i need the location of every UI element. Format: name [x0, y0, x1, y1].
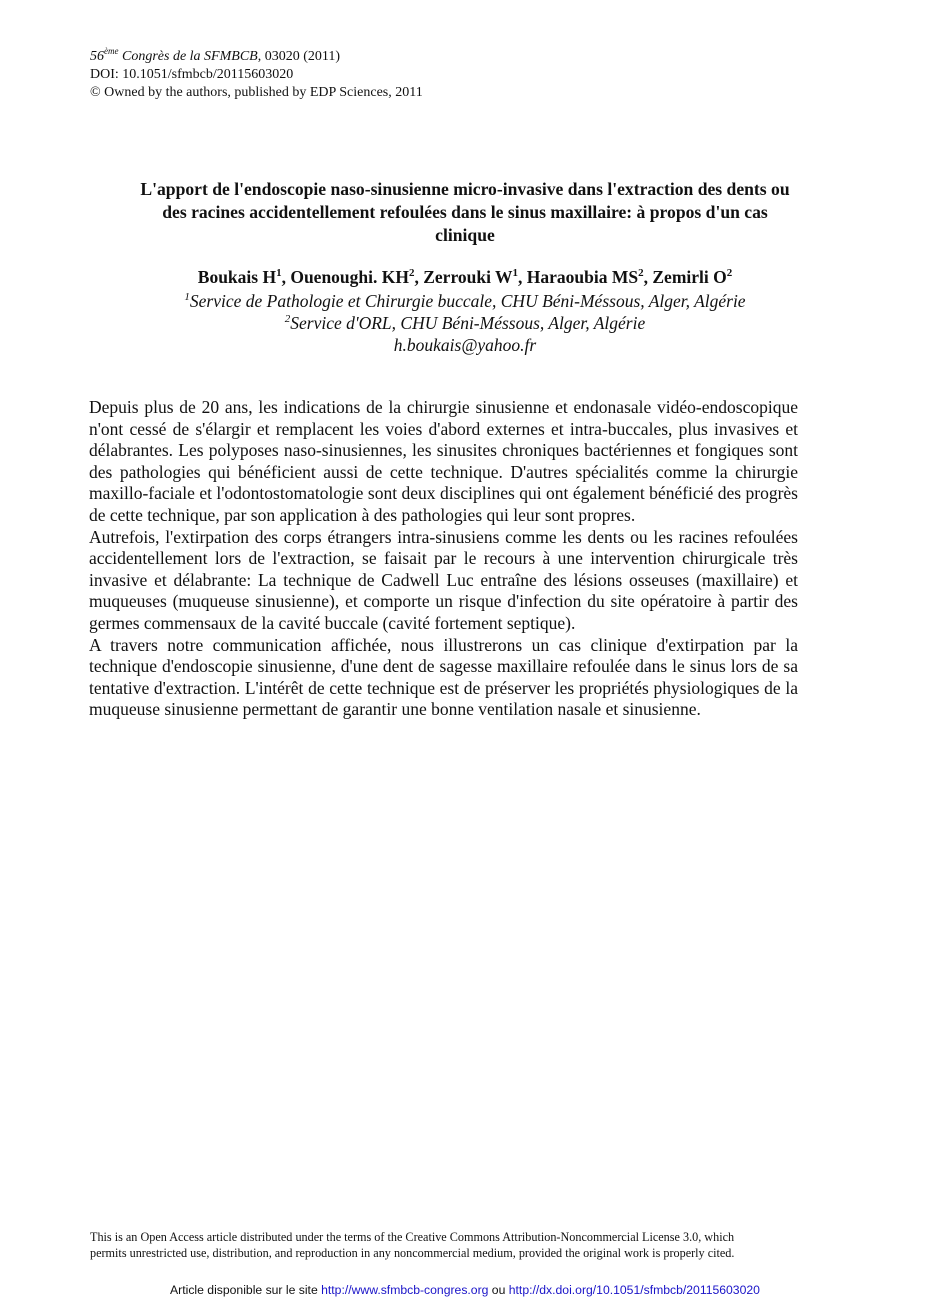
title-line: des racines accidentellement refoulées dans le sinus maxillaire: à propos d'un cas — [162, 202, 768, 222]
affiliation-mark: 2 — [284, 313, 291, 325]
article-number: , 03020 (2011) — [257, 49, 341, 64]
affiliation-2 — [0, 312, 930, 334]
body-paragraph: A travers notre communication affichée, nous illustrerons un cas clinique d'extirpation par la technique d'endoscopie sinusienne, d'une dent de sagesse maxillaire refoulée dans le sinus lors de sa tentative d'extraction. L'intérêt de cette technique est de préserver les propriétés physiologiques de la muqueuse sinusienne permettant de garantir une bonne ventilation nasale et sinusienne. — [89, 634, 798, 720]
conference-number: 56 — [90, 49, 104, 64]
availability-footer — [0, 1282, 930, 1298]
author-affiliation-mark: 2 — [408, 267, 415, 279]
affiliation-text: Service d'ORL, CHU Béni-Méssous, Alger, Algérie — [290, 313, 646, 333]
title-line: L'apport de l'endoscopie naso-sinusienne micro-invasive dans l'extraction des dents ou — [140, 179, 790, 199]
affiliation-1 — [0, 290, 930, 312]
doi-link[interactable]: http://dx.doi.org/10.1051/sfmbcb/20115603020 — [508, 1283, 760, 1297]
author-name: Zerrouki W — [423, 267, 513, 287]
doi-line: DOI: 10.1051/sfmbcb/20115603020 — [90, 67, 294, 82]
author-name: Zemirli O — [652, 267, 727, 287]
author-name: Haraoubia MS — [526, 267, 639, 287]
author-affiliation-mark: 2 — [726, 267, 733, 279]
author-separator: , — [518, 267, 527, 287]
corresponding-email: h.boukais@yahoo.fr — [393, 335, 537, 355]
author-list — [0, 265, 930, 289]
author-name: Ouenoughi. KH — [290, 267, 409, 287]
paper-title — [80, 178, 850, 247]
author-affiliation-mark: 1 — [512, 267, 519, 279]
title-line: clinique — [435, 225, 495, 245]
license-line: This is an Open Access article distributed under the terms of the Creative Commons Attribution-Noncommercial License 3.0, which — [90, 1230, 735, 1244]
footer-prefix: Article disponible sur le site — [170, 1283, 322, 1297]
abstract-body — [89, 397, 798, 721]
author-affiliation-mark: 2 — [638, 267, 644, 279]
body-paragraph: Autrefois, l'extirpation des corps étrangers intra-sinusiens comme les dents ou les racines refoulées accidentellement lors de l'extraction, se faisait par le recours à une intervention chirurgicale très invasive et délabrante: La technique de Cadwell Luc entraîne des lésions osseuses (maxillaire) et muqueuses (muqueuse sinusienne), et comporte un risque d'infection du site opératoire à partir des germes commensaux de la cavité buccale (cavité fortement septique). — [89, 526, 798, 633]
author-separator: , — [414, 267, 424, 287]
congress-site-link[interactable]: http://www.sfmbcb-congres.org — [321, 1283, 489, 1297]
conference-number-suffix: ème — [104, 46, 119, 56]
license-notice — [90, 1230, 805, 1261]
copyright-line: © Owned by the authors, published by EDP Sciences, 2011 — [90, 85, 423, 100]
affiliation-mark: 1 — [184, 291, 190, 303]
conference-name: Congrès de la SFMBCB — [118, 49, 258, 64]
conference-reference — [90, 48, 423, 66]
author-affiliation-mark: 1 — [276, 267, 282, 279]
footer-middle: ou — [488, 1283, 509, 1297]
author-separator: , — [643, 267, 653, 287]
journal-header — [90, 48, 423, 102]
author-separator: , — [281, 267, 291, 287]
affiliation-text: Service de Pathologie et Chirurgie buccale, CHU Béni-Méssous, Alger, Algérie — [189, 291, 746, 311]
author-name: Boukais H — [197, 267, 277, 287]
license-line: permits unrestricted use, distribution, and reproduction in any noncommercial medium, provided the original work is properly cited. — [90, 1245, 735, 1260]
body-paragraph: Depuis plus de 20 ans, les indications de la chirurgie sinusienne et endonasale vidéo-endoscopique n'ont cessé de s'élargir et remplacent les voies d'abord externes et intra-buccales, plus invasives et délabrantes. Les polyposes naso-sinusiennes, les sinusites chroniques bactériennes et fongiques sont des pathologies qui bénéficient aussi de cette technique. D'autres spécialités comme la chirurgie maxillo-faciale et l'odontostomatologie sont deux disciplines qui ont également bénéficié des progrès de cette technique, par son application à des pathologies qui leur sont propres. — [89, 397, 798, 525]
